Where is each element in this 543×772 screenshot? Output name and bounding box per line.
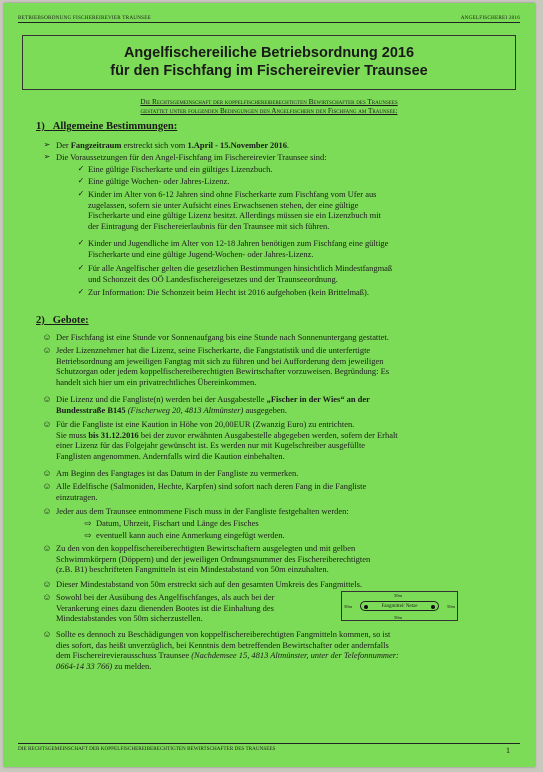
title-box	[22, 35, 516, 90]
smiley-bullet-icon: ☺	[42, 543, 52, 553]
item-italic: 0664-14 33 766)	[56, 661, 113, 672]
smiley-bullet-icon: ☺	[42, 419, 52, 429]
item-text: (z.B. B1) beschrifteten Fangmitteln ist ein Mindestabstand von 50m einzuhalten.	[56, 564, 329, 575]
smiley-bullet-icon: ☺	[42, 345, 52, 355]
arrow-bullet-icon: ➢	[43, 140, 51, 149]
document-page	[14, 9, 524, 757]
item-text: Für die Fangliste ist eine Kaution in Höhe von 20,00EUR (Zwanzig Euro) zu entrichten.	[56, 419, 355, 429]
item-italic: (Nachdemsee 15, 4813 Altmünster, unter der Telefonnummer:	[191, 650, 399, 661]
list-item	[41, 394, 524, 415]
section-1-number: 1)	[36, 121, 45, 132]
smiley-bullet-icon: ☺	[42, 579, 52, 589]
list-item	[41, 332, 524, 343]
header-left: BETRIEBSORDNUNG FISCHEREIREVIER TRAUNSEE	[18, 15, 151, 21]
item-text: zu melden.	[112, 661, 152, 672]
page-number: 1	[506, 746, 510, 755]
item-text: Jeder aus dem Traunsee entnommene Fisch muss in der Fangliste festgehalten werden:	[56, 506, 349, 516]
item-text: und Schonzeit des OÖ Landesfischereigesetzes und der Traunseeordnung.	[88, 273, 338, 284]
section-2-title: Gebote:	[52, 315, 89, 326]
list-item	[41, 579, 524, 590]
paper-sheet	[4, 3, 535, 767]
list-item	[41, 152, 521, 163]
check-bullet-icon: ✓	[77, 164, 85, 173]
smiley-bullet-icon: ☺	[42, 468, 52, 478]
item-text: bei der zuvor erwähnten Ausgabestelle abgegeben werden, sofern der Erhalt	[138, 429, 398, 440]
sub-item	[82, 530, 516, 541]
item-text: Für alle Angelfischer gelten die gesetzlichen Bestimmungen hinsichtlich Mindestfangmaß	[88, 263, 393, 273]
item-text: der Eintragung der Fischereierlaubnis für den Traunsee mit sich führen.	[88, 221, 330, 232]
item-text: Jeder Lizenznehmer hat die Lizenz, seine Fischerkarte, die Fangstatistik und die unterfertigte	[56, 345, 371, 355]
section-1-title: Allgemeine Bestimmungen:	[52, 121, 178, 132]
item-text: Schutzorgan oder jedem koppelfischereiberechtigten Bewirtschafter vorzuweisen. Begründung: Es	[56, 366, 390, 377]
smiley-bullet-icon: ☺	[42, 506, 52, 516]
check-bullet-icon: ✓	[77, 189, 85, 198]
list-item	[41, 140, 521, 151]
item-text: Zur Information: Die Schonzeit beim Hecht ist 2016 aufgehoben (kein Brittelmaß).	[88, 287, 369, 297]
check-bullet-icon: ✓	[77, 176, 85, 185]
list-item	[41, 506, 524, 517]
item-text: Betriebsordnung am jeweiligen Fangtag mit sich zu führen und bei Aufforderung dem jeweiligen	[56, 355, 384, 366]
list-item	[41, 592, 356, 624]
list-item	[75, 263, 518, 284]
item-text: Fanglisten angenommen. Andernfalls wird die Kaution einbehalten.	[56, 451, 285, 462]
item-text: Zu den von den koppelfischereiberechtigten Bewirtschaftern ausgelegten und mit gelben	[56, 543, 356, 553]
item-text: ausgegeben.	[243, 404, 287, 415]
list-item	[41, 629, 524, 672]
item-text: Der	[56, 140, 71, 150]
item-text: Sowohl bei der Ausübung des Angelfischfanges, als auch bei der	[56, 592, 275, 602]
item-bold: bis 31.12.2016	[88, 429, 139, 440]
item-text: einer Lizenz für das Folgejahr gewünscht ist. Es werden nur mit Kugelschreiber ausgefüllte	[56, 440, 366, 451]
float-dot-icon	[364, 605, 368, 609]
diagram-right-label: 50m	[446, 604, 455, 609]
title-line-2: für den Fischfang im Fischereirevier Traunsee	[110, 63, 428, 79]
list-item	[75, 287, 518, 298]
section-2-number: 2)	[36, 315, 45, 326]
item-text: Verankerung eines dazu dienenden Bootes ist die Einhaltung des	[56, 602, 274, 613]
page-header	[18, 9, 520, 23]
item-bold: 1.April - 15.November 2016	[187, 140, 287, 150]
item-text: Datum, Uhrzeit, Fischart und Länge des Fisches	[96, 518, 259, 528]
check-bullet-icon: ✓	[77, 238, 85, 247]
item-text: Fischerkarte und eine gültige Jugend-Wochen- oder Jahres-Lizenz.	[88, 248, 314, 259]
item-text: Der Fischfang ist eine Stunde vor Sonnenaufgang bis eine Stunde nach Sonnenuntergang gestattet.	[56, 332, 389, 342]
item-text: Dieser Mindestabstand von 50m erstreckt sich auf den gesamten Umkreis des Fangmittels.	[56, 579, 363, 589]
check-bullet-icon: ✓	[77, 287, 85, 296]
list-item	[41, 419, 524, 462]
net-float	[360, 601, 439, 611]
item-italic: (Fischerweg 20, 4813 Altmünster)	[125, 404, 244, 415]
list-item	[41, 345, 524, 388]
net-label: Fangmittel/ Netze	[381, 604, 418, 609]
section-1-heading	[36, 121, 177, 132]
list-item	[41, 543, 524, 575]
item-text: Alle Edelfische (Salmoniden, Hechte, Karpfen) sind sofort nach deren Fang in die Fangliste	[56, 481, 367, 491]
list-item	[75, 176, 518, 187]
distance-diagram	[341, 591, 458, 621]
header-right: ANGELFISCHEREI 2016	[460, 15, 520, 21]
smiley-bullet-icon: ☺	[42, 481, 52, 491]
item-text: dies sofort, das heißt unverzüglich, bei Kenntnis dem betreffenden Bewirtschafter oder andernfalls	[56, 639, 389, 650]
item-text: Mindestabstandes von 50m sicherzustellen.	[56, 613, 203, 624]
arrow-bullet-icon: ➢	[43, 152, 51, 161]
item-text: Eine gültige Fischerkarte und ein gültiges Lizenzbuch.	[88, 164, 273, 174]
intro-text	[22, 98, 516, 116]
item-text: Die Voraussetzungen für den Angel-Fischfang im Fischereirevier Traunsee sind:	[56, 152, 327, 162]
item-text: Kinder und Jugendliche im Alter von 12-18 Jahren benötigen zum Fischfang eine gültige	[88, 238, 389, 248]
float-dot-icon	[431, 605, 435, 609]
item-text: .	[286, 140, 290, 150]
item-bold: Bundesstraße B145	[56, 404, 126, 415]
item-text: Kinder im Alter von 6-12 Jahren sind ohne Fischerkarte zum Fischfang vom Ufer aus	[88, 189, 377, 199]
hollow-arrow-icon: ⇨	[84, 530, 92, 540]
list-item	[41, 468, 524, 479]
section-2-heading	[36, 315, 89, 326]
page-footer	[18, 743, 520, 758]
item-text: Eine gültige Wochen- oder Jahres-Lizenz.	[88, 176, 230, 186]
diagram-bottom-label: 50m	[394, 615, 403, 620]
item-text: eventuell kann auch eine Anmerkung eingefügt werden.	[96, 530, 285, 540]
item-text: Die Lizenz und die Fangliste(n) werden bei der Ausgabestelle	[56, 394, 267, 404]
smiley-bullet-icon: ☺	[42, 332, 52, 342]
list-item	[75, 189, 518, 232]
item-text: Schwimmkörpern (Döppern) und der jeweiligen Ordnungsnummer des Fischereiberechtigten	[56, 553, 371, 564]
item-text: Am Beginn des Fangtages ist das Datum in der Fangliste zu vermerken.	[56, 468, 299, 478]
sub-item	[82, 518, 516, 529]
item-bold: Fangzeitraum	[70, 140, 122, 150]
diagram-top-label: 50m	[394, 593, 403, 598]
item-text: Sie muss	[56, 429, 89, 440]
item-text: dem Fischereirevierausschuss Traunsee	[56, 650, 192, 661]
list-item	[75, 164, 518, 175]
item-text: handelt sich hier um ein privatrechtliches Übereinkommen.	[56, 377, 257, 388]
smiley-bullet-icon: ☺	[42, 394, 52, 404]
intro-line-1: Die Rechtsgemeinschaft der koppelfischereiberechtigten Bewirtschafter des Traunsees	[140, 98, 398, 106]
check-bullet-icon: ✓	[77, 263, 85, 272]
title-line-1: Angelfischereiliche Betriebsordnung 2016	[123, 45, 415, 61]
diagram-left-label: 50m	[344, 604, 353, 609]
list-item	[75, 238, 518, 259]
smiley-bullet-icon: ☺	[42, 629, 52, 639]
item-text: Sollte es dennoch zu Beschädigungen von koppelfischereiberechtigten Fangmitteln kommen, so ist	[56, 629, 391, 639]
item-text: Fischerkarte und eine gültige Lizenz besitzt. Allerdings müssen sie ein Lizenzbuch mit	[88, 210, 381, 221]
item-text: zugelassen, sofern sie unter Aufsicht eines Erwachsenen stehen, der eine gültige	[88, 199, 359, 210]
item-text: erstreckt sich vom	[121, 140, 188, 150]
intro-line-2: gestattet unter folgenden Bedingungen den Angelfischern den Fischfang am Traunsee:	[140, 107, 398, 115]
item-text: einzutragen.	[56, 491, 98, 502]
hollow-arrow-icon: ⇨	[84, 518, 92, 528]
list-item	[41, 481, 524, 502]
smiley-bullet-icon: ☺	[42, 592, 52, 602]
item-bold: „Fischer in der Wies“ an der	[266, 394, 370, 404]
footer-left: DIE RECHTSGEMEINSCHAFT DER KOPPELFISCHEREIBERECHTIGTEN BEWIRTSCHAFTER DES TRAUNSEES	[18, 746, 276, 752]
